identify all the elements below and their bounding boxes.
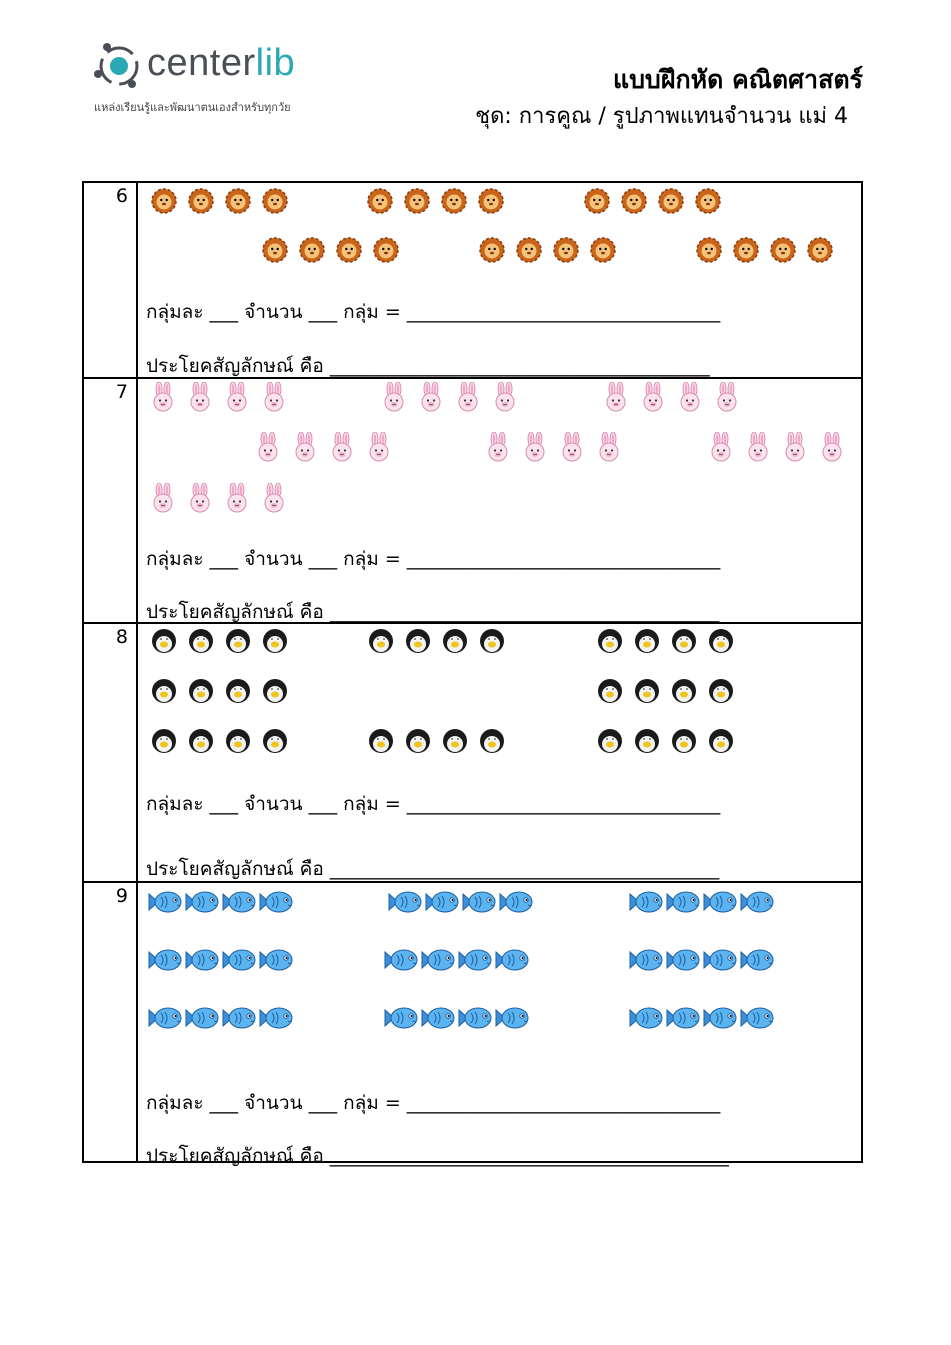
lion-icon — [590, 237, 616, 263]
bunny-icon — [745, 432, 771, 458]
fish-icon — [383, 1005, 409, 1031]
fish-icon — [383, 947, 409, 973]
bunny-icon — [150, 382, 176, 408]
penguin-icon — [262, 628, 288, 654]
exercise-table — [82, 181, 863, 1167]
bunny-icon — [782, 432, 808, 458]
fish-icon — [498, 889, 524, 915]
penguin-icon — [671, 728, 697, 754]
fish-icon — [221, 889, 247, 915]
penguin-icon — [188, 628, 214, 654]
penguin-icon — [597, 628, 623, 654]
lion-icon — [373, 237, 399, 263]
lion-icon — [696, 237, 722, 263]
fish-icon — [628, 1005, 654, 1031]
bunny-icon — [677, 382, 703, 408]
fish-icon — [665, 947, 691, 973]
lion-icon — [807, 237, 833, 263]
penguin-icon — [368, 628, 394, 654]
penguin-icon — [597, 728, 623, 754]
penguin-icon — [225, 728, 251, 754]
lion-icon — [367, 188, 393, 214]
penguin-icon — [188, 728, 214, 754]
lion-icon — [262, 237, 288, 263]
lion-icon — [441, 188, 467, 214]
lion-icon — [262, 188, 288, 214]
fish-icon — [665, 889, 691, 915]
penguin-icon — [708, 678, 734, 704]
lion-icon — [479, 237, 505, 263]
lion-icon — [553, 237, 579, 263]
fish-icon — [147, 889, 173, 915]
logo-wordmark — [147, 42, 295, 85]
logo-tagline: แหล่งเรียนรู้และพัฒนาตนเองสำหรับทุกวัย — [94, 101, 291, 114]
penguin-icon — [634, 628, 660, 654]
bunny-icon — [224, 483, 250, 509]
penguin-icon — [225, 678, 251, 704]
symbol-sentence-prompt: ประโยคสัญลักษณ์ คือ __________________________________________ — [146, 1145, 729, 1167]
fish-icon — [628, 947, 654, 973]
symbol-sentence-prompt: ประโยคสัญลักษณ์ คือ ________________________________________ — [146, 355, 710, 377]
fish-icon — [184, 1005, 210, 1031]
lion-icon — [770, 237, 796, 263]
lion-icon — [584, 188, 610, 214]
penguin-icon — [188, 678, 214, 704]
bunny-icon — [455, 382, 481, 408]
bunny-icon — [596, 432, 622, 458]
lion-icon — [478, 188, 504, 214]
penguin-icon — [708, 628, 734, 654]
question-number: 7 — [115, 381, 128, 403]
penguin-icon — [405, 728, 431, 754]
question-number: 9 — [115, 885, 128, 907]
fish-icon — [221, 1005, 247, 1031]
fish-icon — [628, 889, 654, 915]
bunny-icon — [292, 432, 318, 458]
bunny-icon — [708, 432, 734, 458]
fish-icon — [221, 947, 247, 973]
fish-icon — [147, 947, 173, 973]
bunny-icon — [381, 382, 407, 408]
lion-icon — [336, 237, 362, 263]
fish-icon — [494, 1005, 520, 1031]
bunny-icon — [485, 432, 511, 458]
bunny-icon — [255, 432, 281, 458]
equation-prompt: กลุ่มละ ___ จำนวน ___ กลุ่ม = _________________________________ — [146, 548, 721, 570]
lion-icon — [299, 237, 325, 263]
fish-icon — [420, 1005, 446, 1031]
penguin-icon — [634, 678, 660, 704]
bunny-icon — [418, 382, 444, 408]
centerlib-logo — [92, 40, 352, 120]
fish-icon — [147, 1005, 173, 1031]
lion-icon — [695, 188, 721, 214]
brand-suffix: lib — [255, 42, 296, 84]
fish-icon — [739, 1005, 765, 1031]
question-number: 6 — [115, 185, 128, 207]
fish-icon — [258, 1005, 284, 1031]
symbol-sentence-prompt: ประโยคสัญลักษณ์ คือ _________________________________________ — [146, 601, 720, 623]
penguin-icon — [262, 728, 288, 754]
fish-icon — [461, 889, 487, 915]
fish-icon — [702, 947, 728, 973]
bunny-icon — [261, 483, 287, 509]
penguin-icon — [442, 628, 468, 654]
worksheet-title: แบบฝึกหัด คณิตศาสตร์ — [612, 65, 863, 94]
lion-icon — [151, 188, 177, 214]
penguin-icon — [671, 678, 697, 704]
penguin-icon — [151, 678, 177, 704]
fish-icon — [424, 889, 450, 915]
bunny-icon — [819, 432, 845, 458]
penguin-icon — [151, 628, 177, 654]
fish-icon — [258, 889, 284, 915]
fish-icon — [420, 947, 446, 973]
fish-icon — [184, 889, 210, 915]
logo-mark-icon — [92, 40, 148, 96]
penguin-icon — [262, 678, 288, 704]
penguin-icon — [671, 628, 697, 654]
fish-icon — [494, 947, 520, 973]
penguin-icon — [597, 678, 623, 704]
lion-icon — [658, 188, 684, 214]
equation-prompt: กลุ่มละ ___ จำนวน ___ กลุ่ม = _________________________________ — [146, 1092, 721, 1114]
bunny-icon — [603, 382, 629, 408]
bunny-icon — [187, 382, 213, 408]
lion-icon — [621, 188, 647, 214]
fish-icon — [702, 889, 728, 915]
fish-icon — [387, 889, 413, 915]
penguin-icon — [405, 628, 431, 654]
bunny-icon — [559, 432, 585, 458]
bunny-icon — [522, 432, 548, 458]
fish-icon — [739, 889, 765, 915]
bunny-icon — [714, 382, 740, 408]
bunny-icon — [187, 483, 213, 509]
penguin-icon — [151, 728, 177, 754]
bunny-icon — [640, 382, 666, 408]
fish-icon — [702, 1005, 728, 1031]
bunny-icon — [329, 432, 355, 458]
bunny-icon — [366, 432, 392, 458]
penguin-icon — [479, 628, 505, 654]
penguin-icon — [368, 728, 394, 754]
lion-icon — [404, 188, 430, 214]
penguin-icon — [442, 728, 468, 754]
worksheet-subtitle: ชุด: การคูณ / รูปภาพแทนจำนวน แม่ 4 — [475, 104, 848, 129]
bunny-icon — [261, 382, 287, 408]
equation-prompt: กลุ่มละ ___ จำนวน ___ กลุ่ม = _________________________________ — [146, 301, 721, 323]
bunny-icon — [150, 483, 176, 509]
equation-prompt: กลุ่มละ ___ จำนวน ___ กลุ่ม = _________________________________ — [146, 793, 721, 815]
fish-icon — [739, 947, 765, 973]
penguin-icon — [634, 728, 660, 754]
penguin-icon — [225, 628, 251, 654]
question-number: 8 — [115, 626, 128, 648]
lion-icon — [188, 188, 214, 214]
fish-icon — [457, 1005, 483, 1031]
penguin-icon — [708, 728, 734, 754]
fish-icon — [258, 947, 284, 973]
brand-prefix: center — [147, 42, 256, 84]
fish-icon — [665, 1005, 691, 1031]
symbol-sentence-prompt: ประโยคสัญลักษณ์ คือ _________________________________________ — [146, 858, 720, 880]
lion-icon — [516, 237, 542, 263]
lion-icon — [225, 188, 251, 214]
penguin-icon — [479, 728, 505, 754]
lion-icon — [733, 237, 759, 263]
bunny-icon — [492, 382, 518, 408]
bunny-icon — [224, 382, 250, 408]
fish-icon — [184, 947, 210, 973]
fish-icon — [457, 947, 483, 973]
